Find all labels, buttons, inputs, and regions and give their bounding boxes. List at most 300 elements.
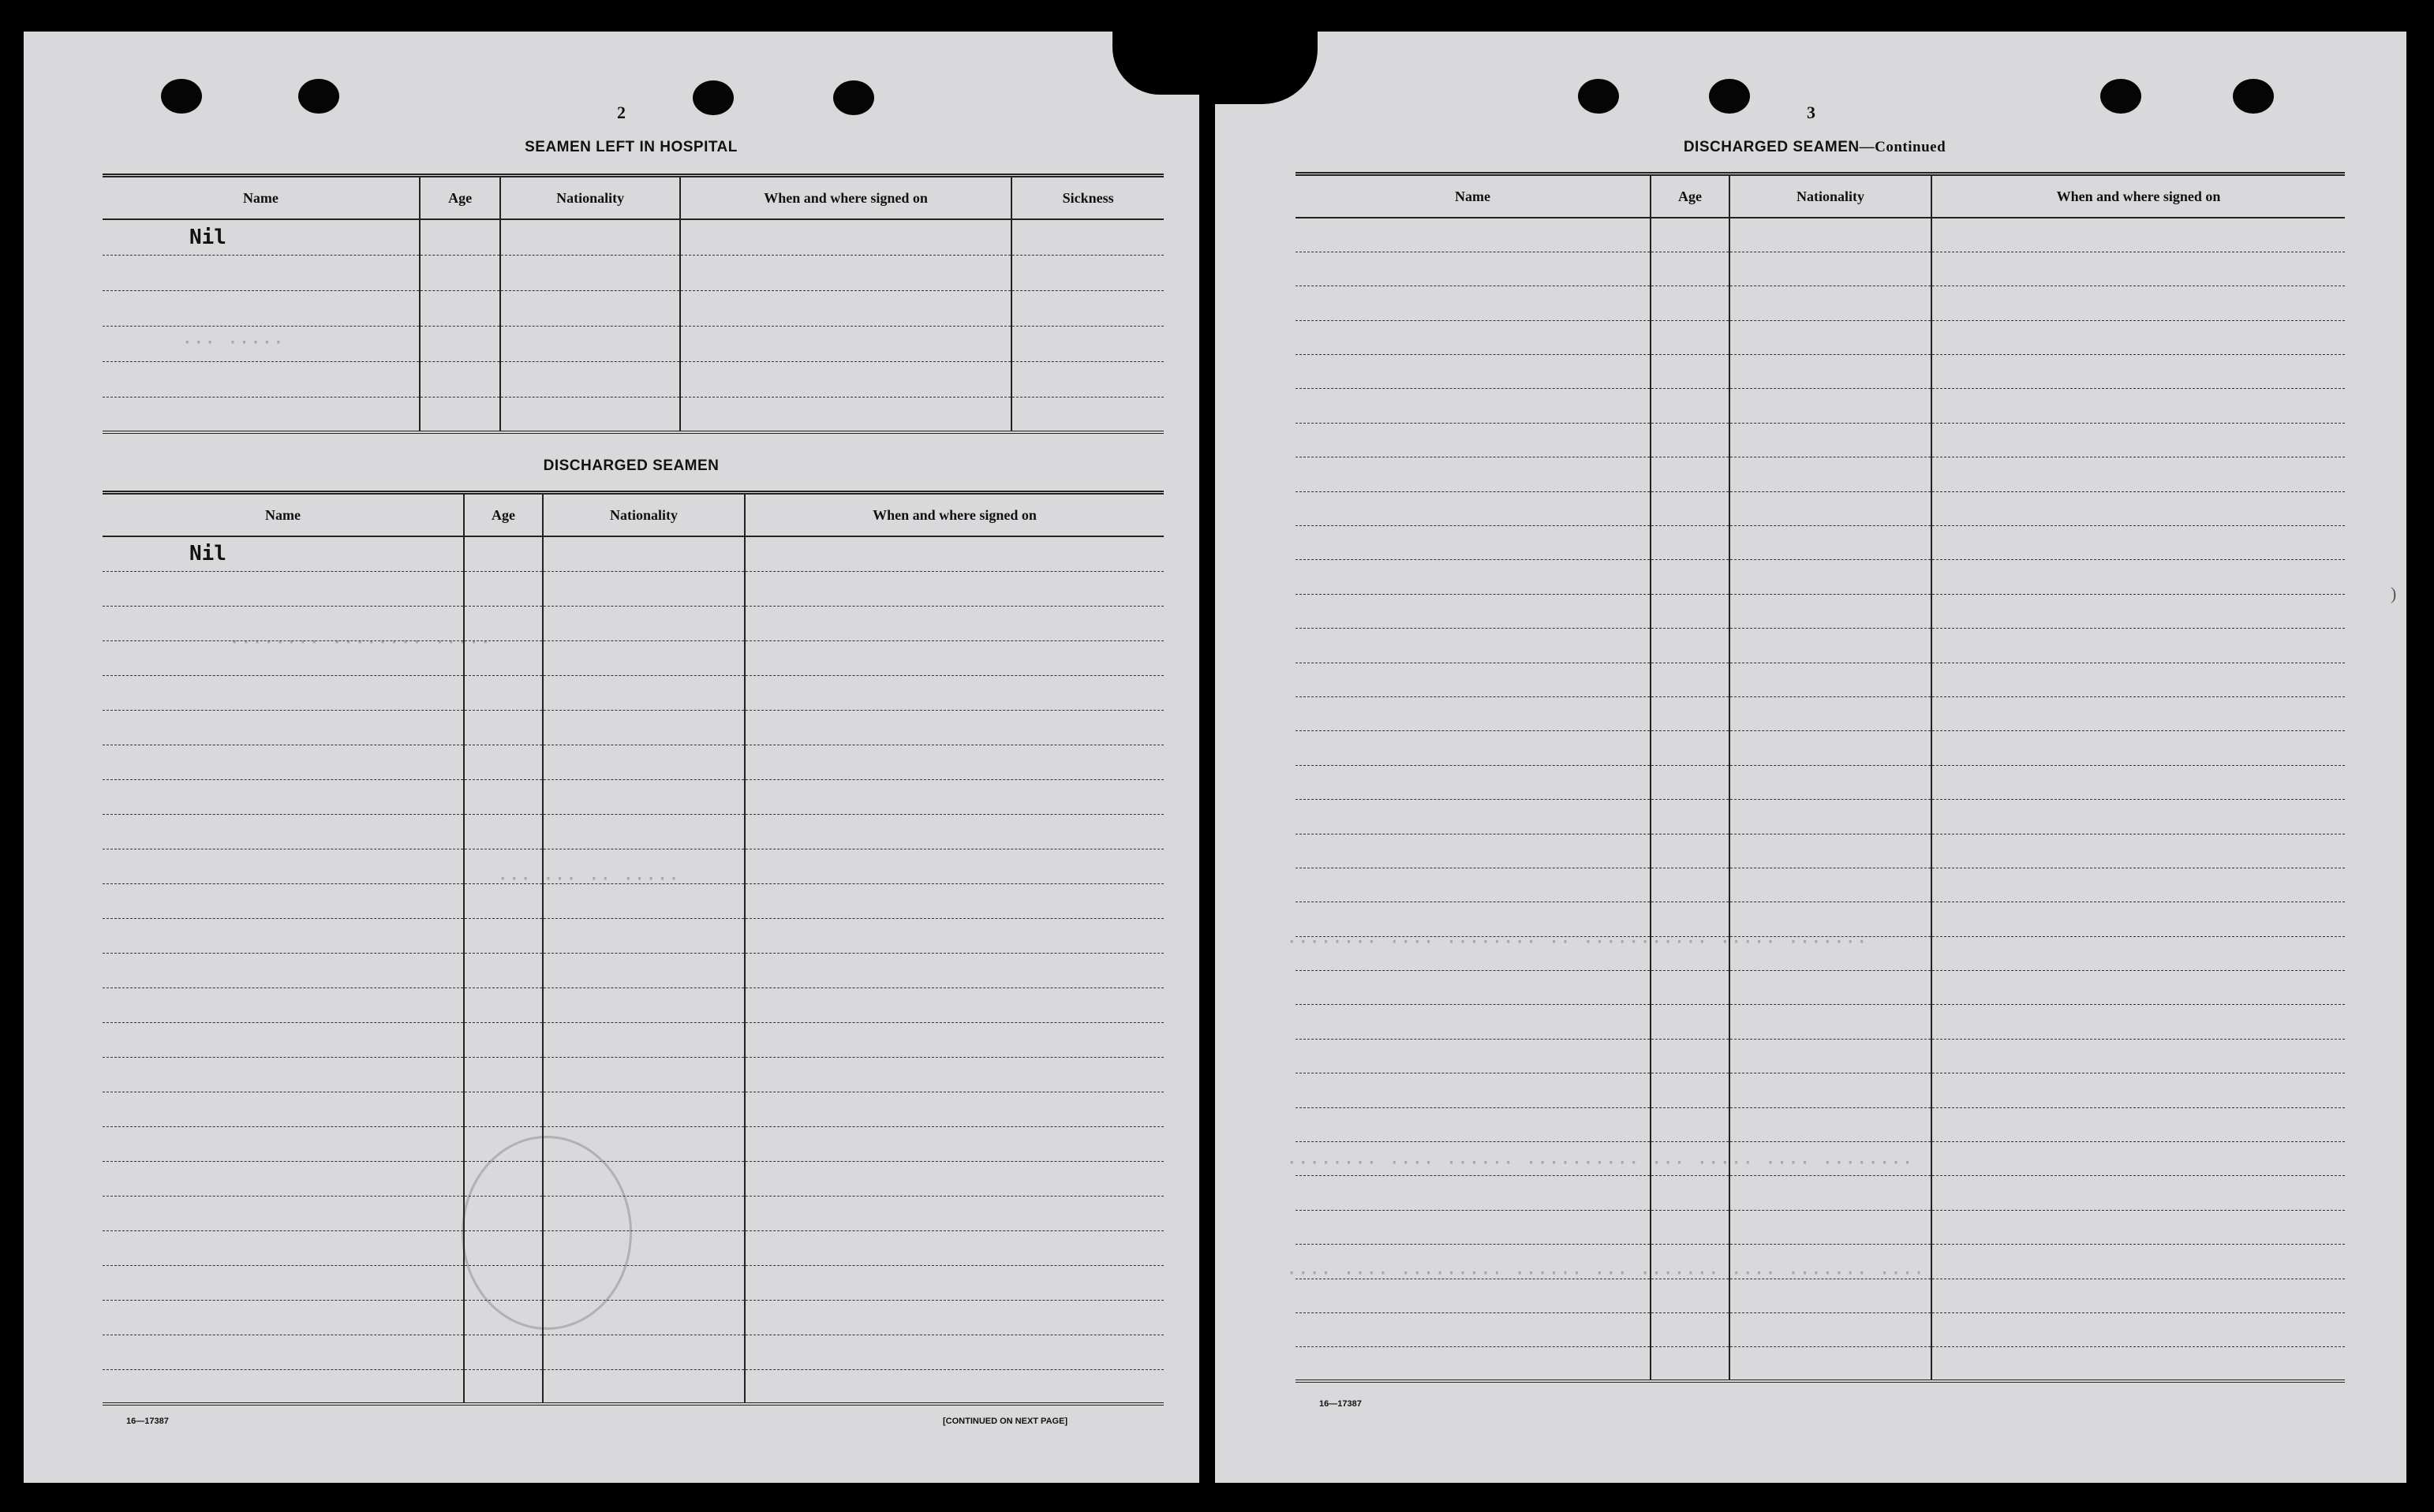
table-cell bbox=[1931, 423, 2345, 457]
table-cell bbox=[1651, 696, 1729, 730]
table-cell bbox=[1296, 1073, 1651, 1107]
table-row bbox=[1296, 218, 2345, 252]
table-cell bbox=[103, 675, 464, 710]
table-cell bbox=[1931, 526, 2345, 560]
table-cell bbox=[543, 1092, 745, 1126]
table-cell bbox=[1931, 1073, 2345, 1107]
table-cell bbox=[420, 290, 501, 326]
table-cell bbox=[1296, 491, 1651, 525]
table-cell bbox=[1651, 936, 1729, 970]
table-cell bbox=[1931, 560, 2345, 594]
table-cell bbox=[1296, 1142, 1651, 1176]
table-cell bbox=[103, 745, 464, 779]
table-cell bbox=[543, 987, 745, 1022]
table-row bbox=[103, 571, 1164, 606]
table-cell bbox=[103, 1300, 464, 1335]
table-cell bbox=[1651, 1313, 1729, 1347]
table-cell bbox=[1729, 1279, 1931, 1312]
table-cell bbox=[543, 918, 745, 953]
bleed-through-text: ········ ········ ····· bbox=[229, 631, 492, 653]
table-cell bbox=[1296, 1347, 1651, 1381]
table-cell bbox=[103, 1022, 464, 1057]
table-cell bbox=[543, 745, 745, 779]
table-cell bbox=[1729, 1039, 1931, 1073]
header-nationality: Nationality bbox=[543, 493, 745, 537]
table-cell bbox=[1931, 320, 2345, 354]
table-row bbox=[1296, 457, 2345, 491]
table-cell bbox=[1931, 1347, 2345, 1381]
table-row bbox=[103, 1161, 1164, 1196]
table-cell bbox=[103, 1369, 464, 1404]
table-cell bbox=[1931, 902, 2345, 936]
table-cell bbox=[464, 1022, 543, 1057]
entry-nil: Nil bbox=[103, 536, 464, 571]
entry-nil: Nil bbox=[103, 219, 420, 255]
table-row bbox=[103, 1265, 1164, 1300]
table-cell bbox=[745, 1092, 1164, 1126]
table-cell bbox=[543, 1300, 745, 1335]
table-cell bbox=[1931, 389, 2345, 423]
page-number: 3 bbox=[1807, 103, 1815, 122]
table-cell bbox=[1296, 355, 1651, 389]
table-cell bbox=[464, 849, 543, 883]
table-cell bbox=[500, 361, 680, 397]
table-cell bbox=[745, 745, 1164, 779]
table-cell bbox=[1011, 361, 1164, 397]
table-cell bbox=[543, 571, 745, 606]
table-cell bbox=[1296, 457, 1651, 491]
table-cell bbox=[1651, 491, 1729, 525]
table-cell bbox=[103, 1196, 464, 1230]
table-row bbox=[1296, 389, 2345, 423]
table-row bbox=[103, 606, 1164, 640]
table-cell bbox=[1931, 834, 2345, 868]
table-row bbox=[1296, 936, 2345, 970]
table-cell bbox=[1296, 1313, 1651, 1347]
table-cell bbox=[1729, 1005, 1931, 1039]
table-cell bbox=[543, 814, 745, 849]
table-header-row bbox=[103, 493, 1164, 537]
table-row bbox=[103, 536, 1164, 571]
table-cell bbox=[1296, 936, 1651, 970]
table-cell bbox=[103, 326, 420, 361]
table-row bbox=[103, 1057, 1164, 1092]
punch-hole-icon bbox=[161, 79, 202, 114]
table-cell bbox=[464, 606, 543, 640]
table-cell bbox=[500, 290, 680, 326]
table-cell bbox=[1296, 731, 1651, 765]
table-cell bbox=[1729, 1210, 1931, 1244]
header-name: Name bbox=[1455, 188, 1490, 204]
table-row bbox=[1296, 765, 2345, 799]
table-row bbox=[103, 745, 1164, 779]
header-nationality: Nationality bbox=[500, 176, 680, 220]
table-cell bbox=[1729, 868, 1931, 902]
table-cell bbox=[1651, 1245, 1729, 1279]
table-row bbox=[1296, 1347, 2345, 1381]
table-cell bbox=[1729, 320, 1931, 354]
table-cell bbox=[464, 1057, 543, 1092]
table-cell bbox=[464, 1161, 543, 1196]
table-cell bbox=[500, 397, 680, 432]
table-cell bbox=[1296, 868, 1651, 902]
table-row bbox=[103, 1022, 1164, 1057]
torn-edge bbox=[1215, 32, 1318, 104]
table-cell bbox=[1729, 423, 1931, 457]
table-cell bbox=[1931, 491, 2345, 525]
table-cell bbox=[680, 326, 1011, 361]
table-cell bbox=[1011, 326, 1164, 361]
table-cell bbox=[1931, 1210, 2345, 1244]
table-cell bbox=[1729, 1313, 1931, 1347]
table-cell bbox=[680, 361, 1011, 397]
table-row bbox=[1296, 1245, 2345, 1279]
table-cell bbox=[1931, 800, 2345, 834]
discharged-table-right bbox=[1296, 172, 2345, 1383]
table-cell bbox=[1931, 1005, 2345, 1039]
table-cell bbox=[1651, 1039, 1729, 1073]
table-cell bbox=[745, 1126, 1164, 1161]
table-cell bbox=[103, 397, 420, 432]
table-cell bbox=[103, 1092, 464, 1126]
table-row bbox=[103, 397, 1164, 432]
table-row bbox=[1296, 1176, 2345, 1210]
table-cell bbox=[745, 1369, 1164, 1404]
table-cell bbox=[420, 255, 501, 290]
table-cell bbox=[1931, 696, 2345, 730]
table-cell bbox=[745, 1022, 1164, 1057]
header-age: Age bbox=[420, 176, 501, 220]
table-row bbox=[1296, 423, 2345, 457]
discharged-table-left bbox=[103, 491, 1164, 1406]
table-cell bbox=[745, 1230, 1164, 1265]
table-cell bbox=[1651, 1142, 1729, 1176]
table-cell bbox=[745, 1161, 1164, 1196]
table-cell bbox=[543, 779, 745, 814]
table-cell bbox=[543, 1057, 745, 1092]
table-cell bbox=[1931, 868, 2345, 902]
table-cell bbox=[745, 814, 1164, 849]
table-header-row bbox=[103, 176, 1164, 220]
table-cell bbox=[1651, 526, 1729, 560]
table-row bbox=[1296, 286, 2345, 320]
table-cell bbox=[420, 326, 501, 361]
table-cell bbox=[464, 536, 543, 571]
table-cell bbox=[543, 606, 745, 640]
bleed-through-text: ···· ···· ········· ······ ··· ······· ···· ······· ···· bbox=[1286, 1262, 1925, 1284]
table-cell bbox=[1296, 594, 1651, 628]
table-cell bbox=[543, 710, 745, 745]
table-row bbox=[103, 918, 1164, 953]
table-cell bbox=[1011, 255, 1164, 290]
table-cell bbox=[1729, 1176, 1931, 1210]
table-cell bbox=[543, 1126, 745, 1161]
table-cell bbox=[1296, 526, 1651, 560]
table-cell bbox=[745, 987, 1164, 1022]
table-row bbox=[1296, 526, 2345, 560]
table-row bbox=[103, 1126, 1164, 1161]
table-cell bbox=[543, 953, 745, 987]
table-cell bbox=[1651, 594, 1729, 628]
table-cell bbox=[500, 219, 680, 255]
table-cell bbox=[1729, 594, 1931, 628]
table-cell bbox=[1931, 1313, 2345, 1347]
table-cell bbox=[103, 849, 464, 883]
table-cell bbox=[1651, 834, 1729, 868]
table-row bbox=[1296, 868, 2345, 902]
table-row bbox=[103, 675, 1164, 710]
punch-hole-icon bbox=[2100, 79, 2141, 114]
table-cell bbox=[1651, 457, 1729, 491]
table-cell bbox=[543, 1022, 745, 1057]
table-row bbox=[103, 849, 1164, 883]
table-row bbox=[1296, 320, 2345, 354]
table-cell bbox=[1729, 389, 1931, 423]
table-cell bbox=[680, 290, 1011, 326]
table-cell bbox=[1296, 629, 1651, 663]
table-cell bbox=[1729, 765, 1931, 799]
header-nationality: Nationality bbox=[1729, 174, 1931, 218]
table-row bbox=[103, 710, 1164, 745]
table-cell bbox=[1729, 355, 1931, 389]
table-row bbox=[1296, 1073, 2345, 1107]
table-cell bbox=[464, 1265, 543, 1300]
table-cell bbox=[1651, 1176, 1729, 1210]
table-cell bbox=[543, 640, 745, 675]
table-cell bbox=[1296, 389, 1651, 423]
table-cell bbox=[1729, 218, 1931, 252]
table-row bbox=[1296, 1039, 2345, 1073]
table-cell bbox=[1296, 423, 1651, 457]
table-cell bbox=[103, 290, 420, 326]
table-row bbox=[103, 219, 1164, 255]
table-cell bbox=[464, 1196, 543, 1230]
table-cell bbox=[1729, 936, 1931, 970]
table-row bbox=[103, 779, 1164, 814]
table-cell bbox=[1296, 286, 1651, 320]
table-cell bbox=[745, 571, 1164, 606]
table-cell bbox=[1931, 971, 2345, 1005]
table-cell bbox=[1729, 1073, 1931, 1107]
table-cell bbox=[420, 361, 501, 397]
table-cell bbox=[745, 536, 1164, 571]
table-cell bbox=[500, 326, 680, 361]
header-signed-on: When and where signed on bbox=[680, 176, 1011, 220]
punch-hole-icon bbox=[1578, 79, 1619, 114]
punch-hole-icon bbox=[833, 80, 874, 115]
table-cell bbox=[464, 675, 543, 710]
table-cell bbox=[1651, 252, 1729, 286]
table-cell bbox=[1296, 971, 1651, 1005]
table-cell bbox=[745, 1335, 1164, 1369]
table-cell bbox=[1931, 218, 2345, 252]
table-row bbox=[1296, 1210, 2345, 1244]
section-title-main: DISCHARGED SEAMEN bbox=[1683, 139, 1860, 155]
table-cell bbox=[103, 1335, 464, 1369]
table-cell bbox=[745, 953, 1164, 987]
table-cell bbox=[745, 1265, 1164, 1300]
table-cell bbox=[1931, 457, 2345, 491]
table-cell bbox=[1651, 1210, 1729, 1244]
table-cell bbox=[1651, 765, 1729, 799]
table-row bbox=[103, 1092, 1164, 1126]
table-cell bbox=[464, 1335, 543, 1369]
table-row bbox=[1296, 594, 2345, 628]
table-cell bbox=[745, 883, 1164, 918]
table-cell bbox=[1651, 423, 1729, 457]
table-cell bbox=[103, 1126, 464, 1161]
table-cell bbox=[1651, 868, 1729, 902]
bleed-through-text: ··· ····· bbox=[181, 331, 285, 353]
table-cell bbox=[1651, 800, 1729, 834]
table-row bbox=[1296, 355, 2345, 389]
table-cell bbox=[1931, 765, 2345, 799]
bleed-through-text: ··· ··· ·· ····· bbox=[497, 868, 680, 890]
table-cell bbox=[543, 849, 745, 883]
table-cell bbox=[103, 571, 464, 606]
bleed-through-text: ········ ···· ········ ·· ··········· ····· ······· bbox=[1286, 931, 1868, 953]
table-cell bbox=[745, 606, 1164, 640]
table-cell bbox=[1729, 800, 1931, 834]
table-cell bbox=[103, 883, 464, 918]
table-cell bbox=[1729, 971, 1931, 1005]
table-cell bbox=[1729, 560, 1931, 594]
header-name: Name bbox=[242, 189, 279, 206]
table-cell bbox=[1011, 290, 1164, 326]
table-cell bbox=[1651, 1279, 1729, 1312]
table-row bbox=[1296, 252, 2345, 286]
table-cell bbox=[500, 255, 680, 290]
table-row bbox=[1296, 629, 2345, 663]
table-cell bbox=[1931, 594, 2345, 628]
table-cell bbox=[543, 1265, 745, 1300]
table-cell bbox=[103, 606, 464, 640]
header-name: Name bbox=[265, 506, 301, 523]
table-cell bbox=[1651, 320, 1729, 354]
table-cell bbox=[745, 918, 1164, 953]
table-cell bbox=[103, 640, 464, 675]
continued-note: [CONTINUED ON NEXT PAGE] bbox=[943, 1417, 1068, 1426]
table-cell bbox=[1651, 629, 1729, 663]
table-cell bbox=[1729, 629, 1931, 663]
table-cell bbox=[1729, 731, 1931, 765]
table-cell bbox=[464, 710, 543, 745]
table-header-row bbox=[1296, 174, 2345, 218]
table-cell bbox=[103, 779, 464, 814]
table-cell bbox=[464, 1300, 543, 1335]
form-number: 16—17387 bbox=[1319, 1399, 1362, 1409]
form-number: 16—17387 bbox=[126, 1417, 169, 1426]
hospital-table bbox=[103, 174, 1164, 434]
punch-hole-icon bbox=[298, 79, 339, 114]
header-sickness: Sickness bbox=[1011, 176, 1164, 220]
table-cell bbox=[464, 571, 543, 606]
section-title bbox=[1594, 139, 2036, 156]
table-cell bbox=[464, 1230, 543, 1265]
table-row bbox=[103, 814, 1164, 849]
table-cell bbox=[745, 1300, 1164, 1335]
table-row bbox=[1296, 663, 2345, 696]
table-cell bbox=[420, 397, 501, 432]
table-row bbox=[103, 640, 1164, 675]
punch-hole-icon bbox=[693, 80, 734, 115]
table-cell bbox=[1296, 218, 1651, 252]
table-cell bbox=[1651, 1005, 1729, 1039]
table-row bbox=[103, 953, 1164, 987]
table-cell bbox=[1931, 1142, 2345, 1176]
table-cell bbox=[103, 361, 420, 397]
table-cell bbox=[464, 640, 543, 675]
table-cell bbox=[1729, 1245, 1931, 1279]
table-cell bbox=[1651, 1347, 1729, 1381]
table-cell bbox=[1296, 834, 1651, 868]
table-row bbox=[1296, 1107, 2345, 1141]
table-row bbox=[1296, 560, 2345, 594]
table-cell bbox=[1011, 219, 1164, 255]
header-signed-on: When and where signed on bbox=[1931, 174, 2345, 218]
table-cell bbox=[1931, 1279, 2345, 1312]
table-cell bbox=[543, 1196, 745, 1230]
table-cell bbox=[1651, 389, 1729, 423]
table-cell bbox=[1931, 1176, 2345, 1210]
table-cell bbox=[464, 987, 543, 1022]
table-cell bbox=[1296, 663, 1651, 696]
table-cell bbox=[1729, 834, 1931, 868]
table-cell bbox=[1296, 252, 1651, 286]
torn-edge bbox=[1112, 32, 1199, 95]
table-cell bbox=[464, 1369, 543, 1404]
table-cell bbox=[103, 1265, 464, 1300]
table-cell bbox=[1296, 1210, 1651, 1244]
table-cell bbox=[464, 814, 543, 849]
table-cell bbox=[1931, 629, 2345, 663]
table-cell bbox=[103, 1057, 464, 1092]
table-row bbox=[1296, 971, 2345, 1005]
table-cell bbox=[103, 1230, 464, 1265]
table-cell bbox=[1011, 397, 1164, 432]
edge-mark: ) bbox=[2391, 584, 2397, 603]
table-row bbox=[103, 255, 1164, 290]
table-cell bbox=[464, 883, 543, 918]
table-cell bbox=[1729, 696, 1931, 730]
table-cell bbox=[1296, 320, 1651, 354]
table-cell bbox=[1651, 355, 1729, 389]
table-row bbox=[103, 290, 1164, 326]
table-cell bbox=[1651, 1107, 1729, 1141]
table-cell bbox=[745, 1057, 1164, 1092]
table-row bbox=[1296, 731, 2345, 765]
table-row bbox=[103, 1230, 1164, 1265]
table-cell bbox=[464, 779, 543, 814]
table-cell bbox=[745, 640, 1164, 675]
table-row bbox=[1296, 1142, 2345, 1176]
table-cell bbox=[1296, 696, 1651, 730]
table-row bbox=[103, 1196, 1164, 1230]
table-row bbox=[1296, 902, 2345, 936]
table-cell bbox=[1296, 1005, 1651, 1039]
table-cell bbox=[1296, 800, 1651, 834]
punch-hole-icon bbox=[1709, 79, 1750, 114]
table-cell bbox=[464, 1092, 543, 1126]
table-row bbox=[1296, 834, 2345, 868]
table-cell bbox=[103, 953, 464, 987]
table-row bbox=[103, 361, 1164, 397]
table-cell bbox=[680, 397, 1011, 432]
table-cell bbox=[1296, 765, 1651, 799]
header-signed-on: When and where signed on bbox=[745, 493, 1164, 537]
table-cell bbox=[1729, 663, 1931, 696]
table-cell bbox=[1729, 252, 1931, 286]
